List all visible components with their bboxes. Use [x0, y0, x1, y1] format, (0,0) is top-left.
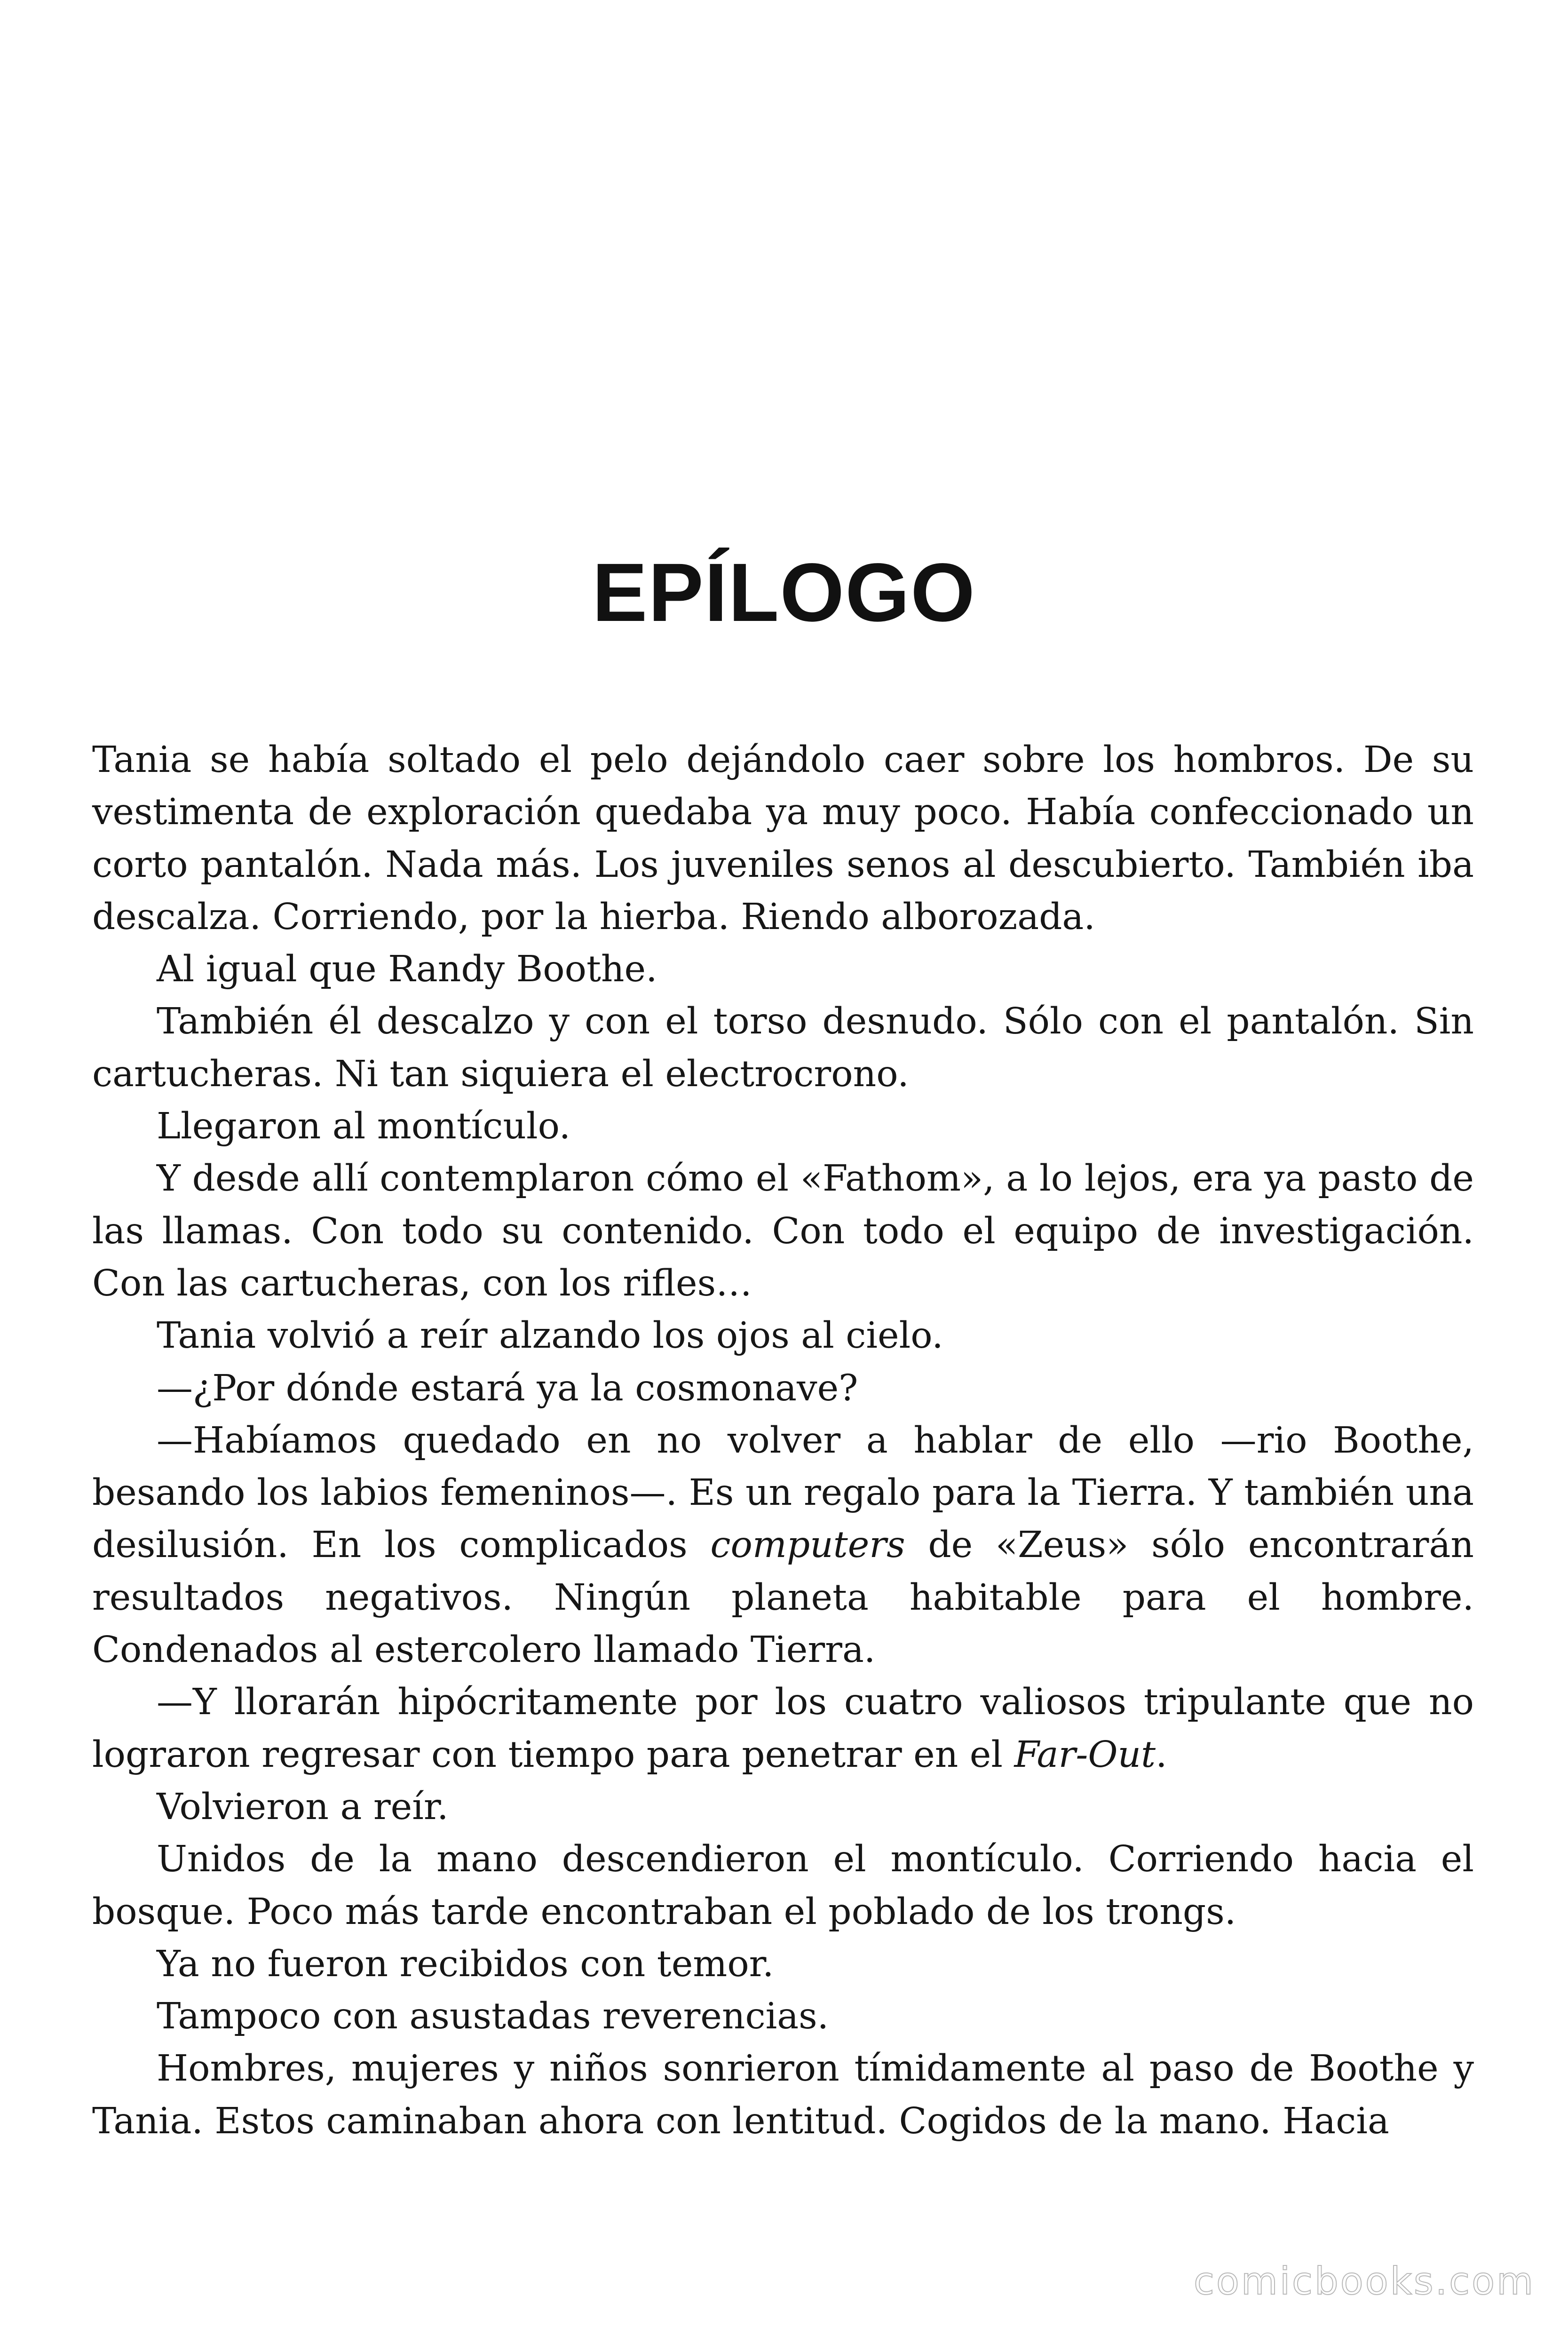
- text-segment: Volvieron a reír.: [157, 1786, 449, 1828]
- paragraph: [92, 1100, 1474, 1152]
- paragraph: [92, 2042, 1474, 2147]
- paragraph: [92, 734, 1474, 943]
- paragraph: [92, 1362, 1474, 1414]
- text-segment: .: [1156, 1733, 1167, 1776]
- watermark: comicbooks.com: [1193, 2259, 1535, 2303]
- paragraph: [92, 1781, 1474, 1833]
- text-segment: —Y llorarán hipócritamente por los cuatro valiosos tripulante que no lograron regresar con tiempo para penetrar en el: [92, 1681, 1474, 1776]
- paragraph: [92, 1414, 1474, 1676]
- text-segment: —¿Por dónde estará ya la cosmonave?: [157, 1367, 858, 1409]
- text-segment: de «Zeus» sólo encontrarán resultados negativos. Ningún planeta habitable para el hombre. Condenados al estercolero llamado Tierra.: [92, 1524, 1474, 1671]
- paragraph: [92, 995, 1474, 1100]
- text-segment: Llegaron al montículo.: [157, 1105, 571, 1148]
- paragraph: [92, 943, 1474, 995]
- text-segment: Tampoco con asustadas reverencias.: [157, 1995, 829, 2038]
- paragraph: [92, 1833, 1474, 1938]
- italic-text: computers: [710, 1524, 905, 1566]
- paragraph: [92, 1990, 1474, 2042]
- paragraph: [92, 1938, 1474, 1990]
- paragraph: [92, 1310, 1474, 1362]
- text-segment: También él descalzo y con el torso desnudo. Sólo con el pantalón. Sin cartucheras. Ni tan siquiera el electrocrono.: [92, 1001, 1474, 1095]
- paragraph: [92, 1152, 1474, 1310]
- text-segment: Y desde allí contemplaron cómo el «Fathom», a lo lejos, era ya pasto de las llamas. Con todo su contenido. Con todo el equipo de investigación. Con las cartucheras, con los rifles…: [92, 1158, 1474, 1304]
- text-segment: Unidos de la mano descendieron el montículo. Corriendo hacia el bosque. Poco más tarde encontraban el poblado de los trongs.: [92, 1838, 1474, 1933]
- italic-text: Far-Out: [1014, 1733, 1156, 1776]
- text-segment: Tania volvió a reír alzando los ojos al cielo.: [157, 1315, 943, 1357]
- chapter-body: [92, 734, 1474, 2147]
- text-segment: Tania se había soltado el pelo dejándolo caer sobre los hombros. De su vestimenta de exploración quedaba ya muy poco. Había confeccionado un corto pantalón. Nada más. Los juveniles senos al descubierto. También iba descalza. Corriendo, por la hierba. Riendo alborozada.: [92, 739, 1474, 938]
- text-segment: Hombres, mujeres y niños sonrieron tímidamente al paso de Boothe y Tania. Estos caminaban ahora con lentitud. Cogidos de la mano. Hacia: [92, 2048, 1474, 2142]
- text-segment: Al igual que Randy Boothe.: [157, 948, 657, 991]
- paragraph: [92, 1676, 1474, 1781]
- text-segment: —Habíamos quedado en no volver a hablar de ello —rio Boothe, besando los labios femeninos—. Es un regalo para la Tierra. Y también una desilusión. En los complicados: [92, 1419, 1474, 1566]
- text-segment: Ya no fueron recibidos con temor.: [157, 1943, 774, 1985]
- chapter-title: EPÍLOGO: [592, 547, 976, 639]
